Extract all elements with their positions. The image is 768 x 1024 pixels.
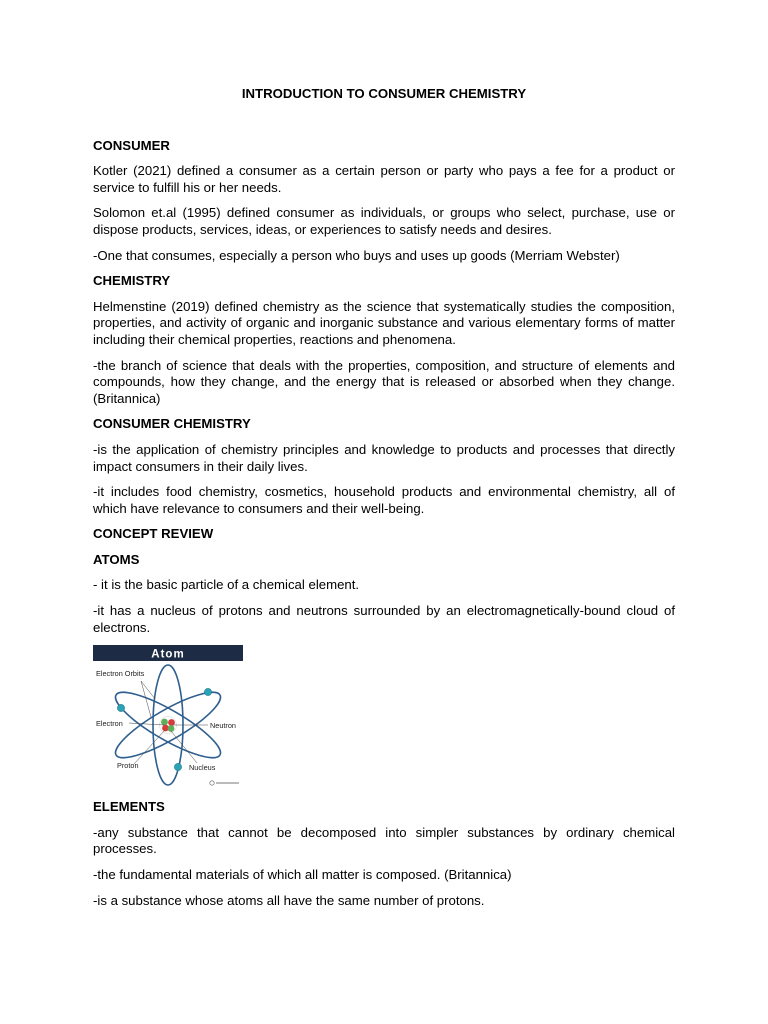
- atoms-paragraph-2: -it has a nucleus of protons and neutrons surrounded by an electromagnetically-bound cloud of electrons.: [93, 603, 675, 635]
- chemistry-paragraph-1: Helmenstine (2019) defined chemistry as the science that systematically studies the composition, properties, and activity of organic and inorganic substance and various elementary forms of matter including their chemical properties, reactions and phenomena.: [93, 298, 675, 347]
- heading-consumer-chemistry: CONSUMER CHEMISTRY: [93, 416, 251, 432]
- atoms-paragraph-1: - it is the basic particle of a chemical element.: [93, 577, 360, 593]
- document-page: [93, 86, 675, 918]
- consumer-chemistry-paragraph-1: -is the application of chemistry principles and knowledge to products and processes that directly impact consumers in their daily lives.: [93, 441, 675, 474]
- heading-concept-review: CONCEPT REVIEW: [93, 526, 214, 542]
- heading-chemistry: CHEMISTRY: [93, 273, 171, 289]
- elements-paragraph-3: -is a substance whose atoms all have the same number of protons.: [93, 892, 485, 908]
- neutron-particle: [161, 719, 168, 726]
- heading-atoms: ATOMS: [93, 551, 140, 567]
- electron-particle: [117, 705, 124, 712]
- chemistry-paragraph-2: -the branch of science that deals with the properties, composition, and structure of elements and compounds, how they change, and the energy that is released or absorbed when they change. (Britannica): [93, 357, 675, 406]
- heading-elements: ELEMENTS: [93, 799, 165, 815]
- label-proton: Proton: [117, 761, 139, 771]
- heading-consumer: CONSUMER: [93, 137, 170, 153]
- consumer-paragraph-2: Solomon et.al (1995) defined consumer as individuals, or groups who select, purchase, use or dispose products, services, ideas, or experiences to satisfy needs and desires.: [93, 205, 675, 237]
- neutron-particle: [168, 725, 175, 732]
- electron-particle: [204, 689, 211, 696]
- label-nucleus: Nucleus: [189, 763, 216, 773]
- consumer-paragraph-1: Kotler (2021) defined a consumer as a certain person or party who pays a fee for a product or service to fulfill his or her needs.: [93, 163, 675, 195]
- label-neutron: Neutron: [210, 721, 236, 731]
- document-title: INTRODUCTION TO CONSUMER CHEMISTRY: [241, 86, 527, 101]
- elements-paragraph-1: -any substance that cannot be decomposed into simpler substances by ordinary chemical processes.: [93, 824, 675, 857]
- electron-particle: [174, 764, 181, 771]
- consumer-paragraph-3: -One that consumes, especially a person who buys and uses up goods (Merriam Webster): [93, 247, 620, 263]
- consumer-chemistry-paragraph-2: -it includes food chemistry, cosmetics, household products and environmental chemistry, all of which have relevance to consumers and their well-being.: [93, 484, 675, 516]
- elements-paragraph-2: -the fundamental materials of which all matter is composed. (Britannica): [93, 867, 512, 883]
- atom-banner-text: Atom: [151, 648, 185, 661]
- atom-diagram: [93, 645, 243, 787]
- label-electron-orbits: Electron Orbits: [96, 669, 145, 679]
- label-electron: Electron: [96, 719, 123, 729]
